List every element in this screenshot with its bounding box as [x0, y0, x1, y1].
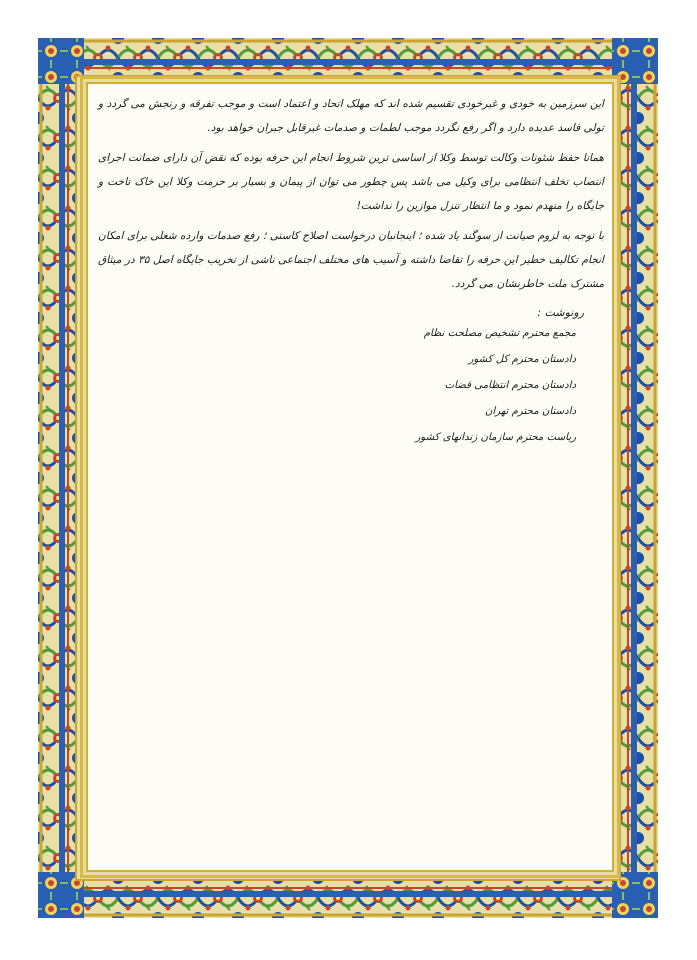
cc-title: رونوشت :	[537, 306, 584, 319]
paragraph-1: این سرزمین به خودی و غیرخودی تقسیم شده اند که مهلک اتحاد و اعتماد است و موجب تفرقه و رنجش می گردد و تولی فاسد عدیده دارد و اگر رفع نگردد موجب لطمات و صدمات غیرقابل جبران خواهد بود.	[98, 98, 604, 134]
cc-item-3: دادستان محترم انتظامی قضات	[444, 380, 576, 391]
cc-item-5: ریاست محترم سازمان زندانهای کشور	[415, 432, 576, 443]
cc-item-1: مجمع محترم تشخیص مصلحت نظام	[423, 328, 576, 339]
paragraph-2: همانا حفظ شئونات وکالت توسط وکلا از اساسی ترین شروط انجام این حرفه بوده که نقض آن دارای ضمانت اجرای انتصاب تخلف انتظامی برای وکیل می باشد پس چطور می توان از پیمان و بسیار بر حرمت وکلا این خاک تاخت و جایگاه را منهدم نمود و ما انتظار تنزل موازین را نداشت!	[98, 152, 604, 212]
cc-item-4: دادستان محترم تهران	[484, 406, 576, 417]
paragraph-3: با توجه به لزوم صیانت از سوگند یاد شده ؛ اینجانبان درخواست اصلاح کاستی ؛ رفع صدمات وارده شغلی برای امکان انجام تکالیف خطیر این حرفه را تقاضا داشته و آسیب های مختلف اجتماعی ناشی از تخریب جایگاه اصل ۳۵ در میثاق مشترک ملت خاطرنشان می گردد.	[98, 230, 604, 290]
cc-item-2: دادستان محترم کل کشور	[468, 354, 576, 365]
letter-body	[98, 92, 604, 457]
